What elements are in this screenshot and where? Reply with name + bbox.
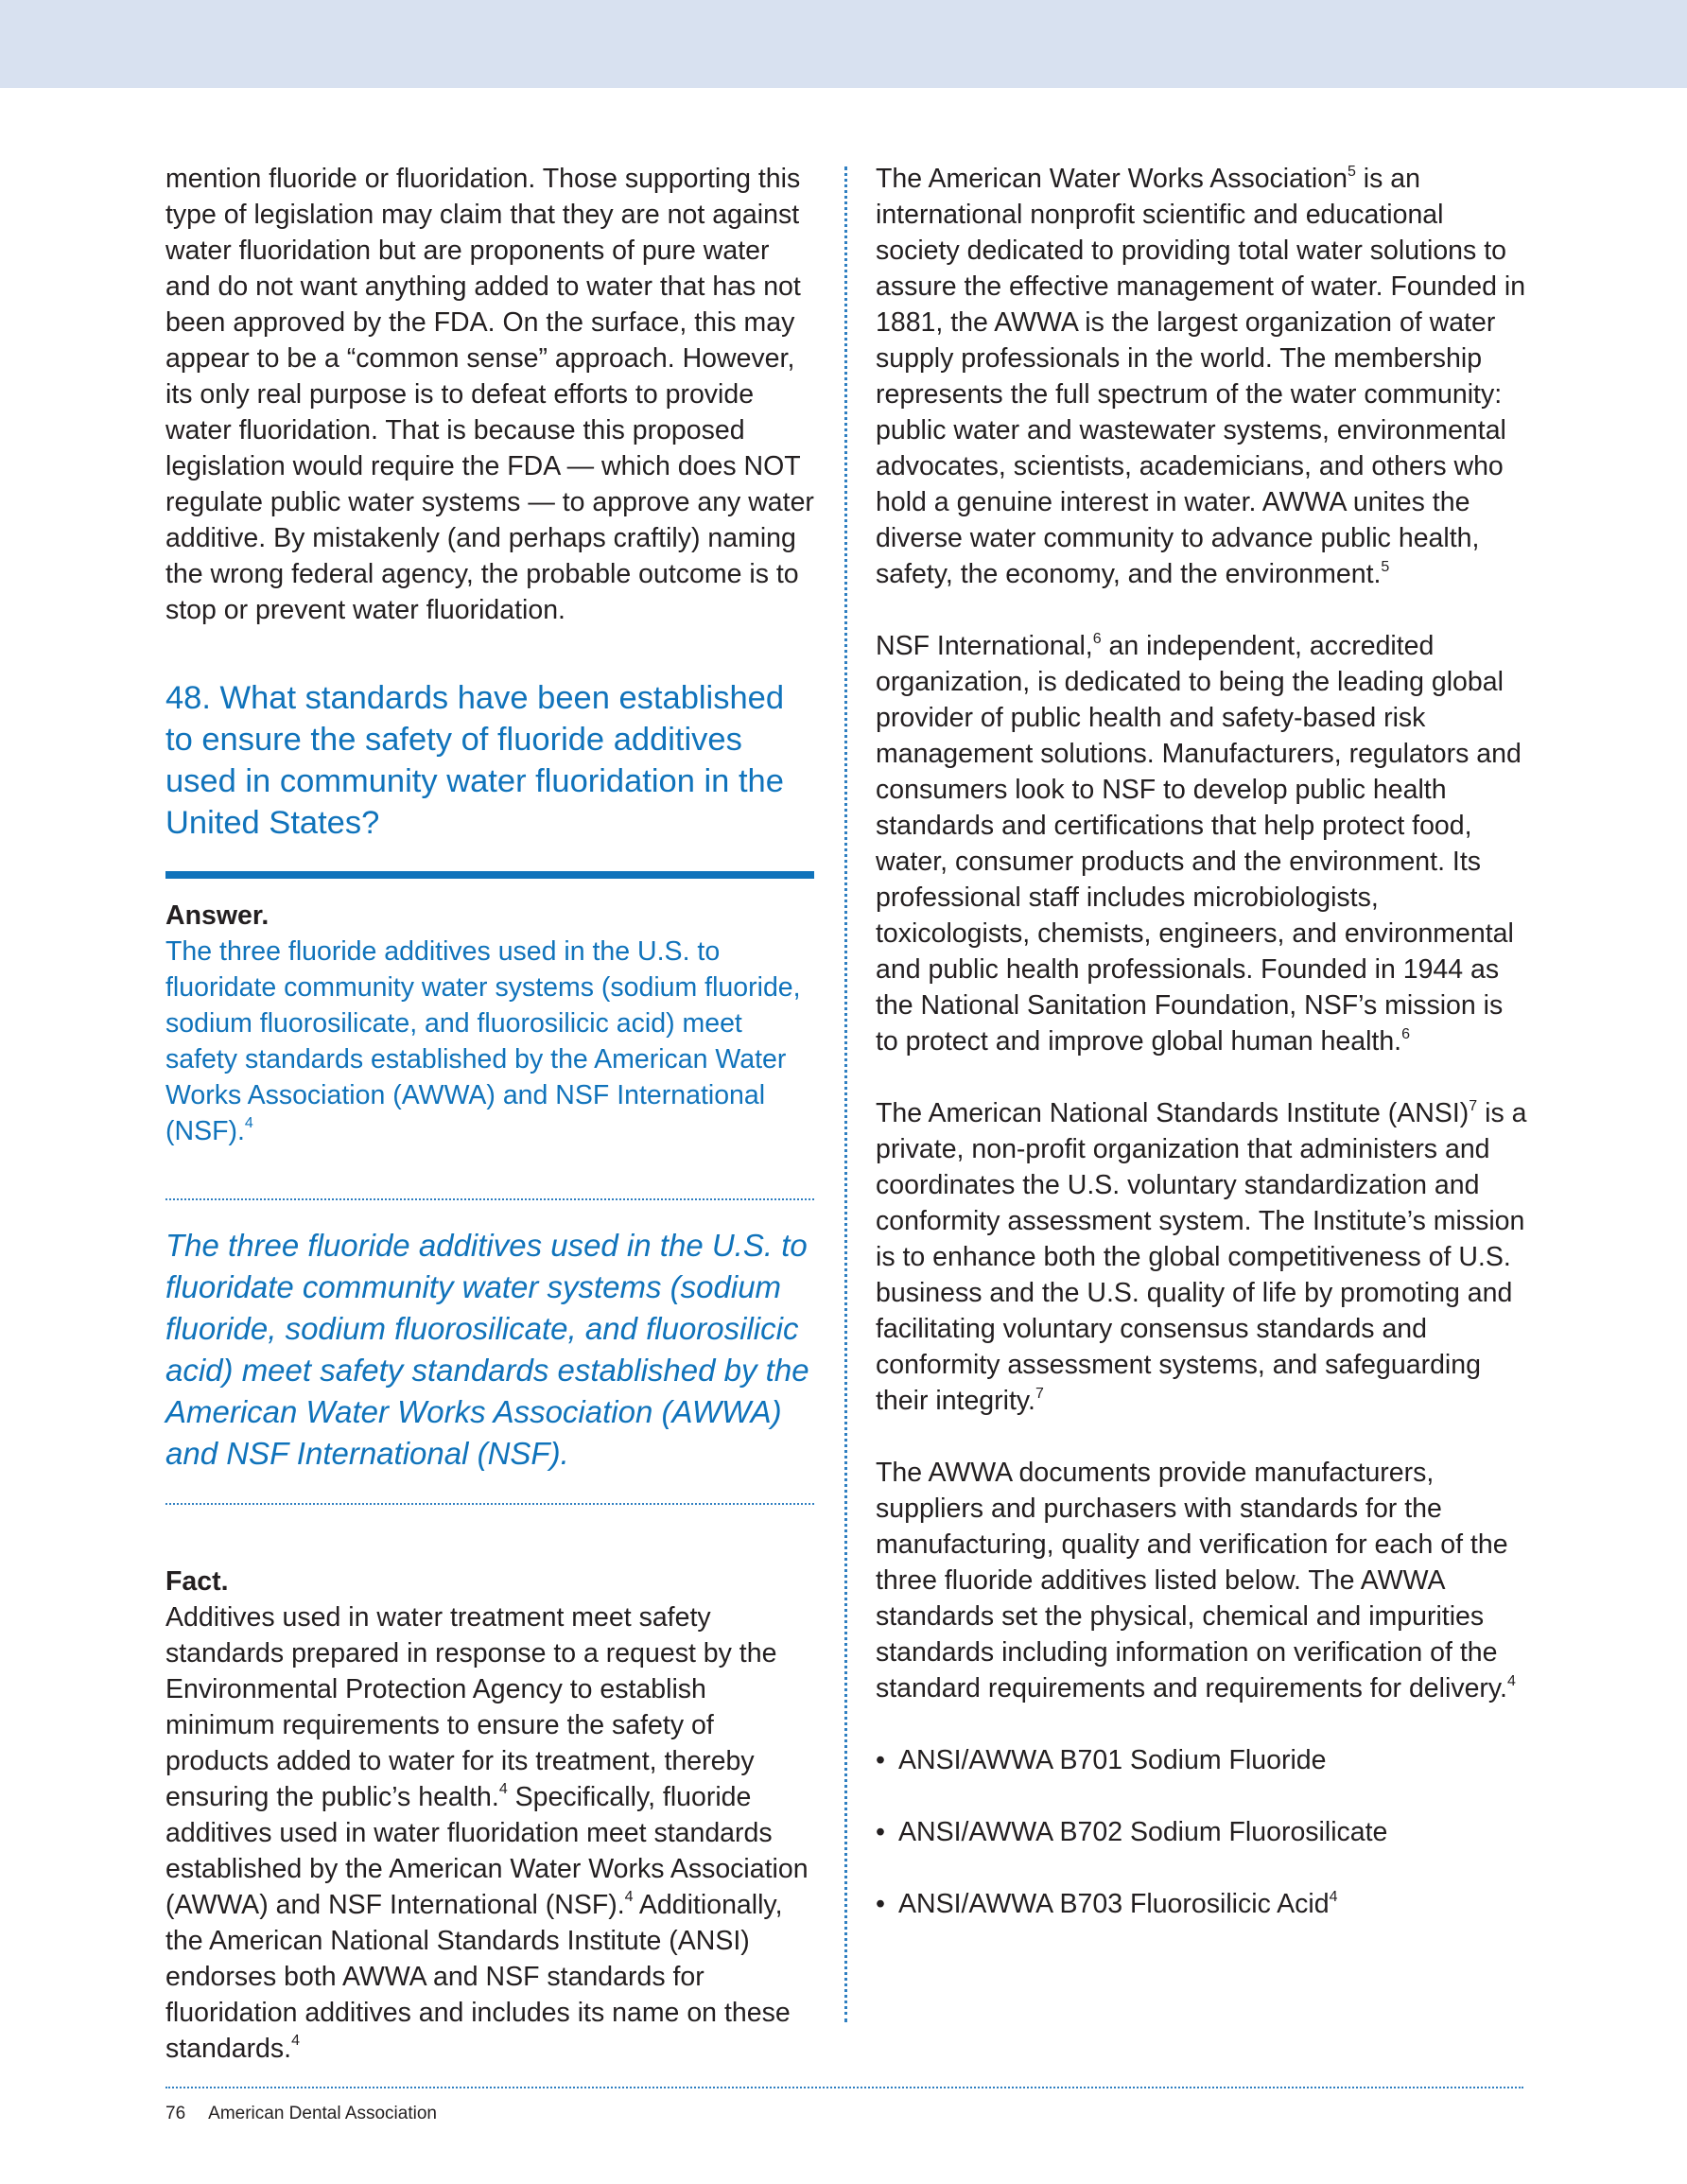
docs-text: The AWWA documents provide manufacturers, suppliers and purchasers with standards for the manufacturing, quality and verification for each of the three fluoride additives listed below. The AWWA standards set the physical, chemical and impurities standards including information on verification of the standard requirements and requirements for delivery. [876,1458,1508,1704]
fact-part-1: Additives used in water treatment meet safety standards prepared in response to a request by the Environmental Protection Agency to establish minimum requirements to ensure the safety of products added to water for its treatment, thereby ensuring the public’s health. [165,1601,777,1812]
fact-reference-1: 4 [498,1781,508,1798]
bullet-icon: • [876,1745,885,1775]
column-divider [844,166,847,2022]
list-item-reference: 4 [1329,1888,1338,1905]
answer-text [165,934,814,1149]
standards-list [876,1742,1528,1922]
nsf-part-1: NSF International, [876,631,1093,661]
ansi-reference-2: 7 [1035,1385,1044,1402]
docs-reference: 4 [1506,1672,1516,1689]
list-item-text: ANSI/AWWA B703 Fluorosilicic Acid [898,1889,1330,1919]
nsf-reference-2: 6 [1401,1025,1411,1042]
list-item [876,1742,1528,1778]
fact-part-3: Additionally, the American National Standards Institute (ANSI) endorses both AWWA and NSF standards for fluoridation additives and includes its name on these standards. [165,1889,791,2064]
bullet-icon: • [876,1889,885,1919]
list-item-text: ANSI/AWWA B701 Sodium Fluoride [898,1745,1327,1775]
fact-reference-2: 4 [624,1889,634,1906]
question-rule [165,871,814,879]
awwa-reference-1: 5 [1347,163,1356,180]
answer-reference: 4 [244,1115,253,1132]
nsf-part-2: an independent, accredited organization, is dedicated to being the leading global provider of public health and safety-based risk management solutions. Manufacturers, regulators and consumers look to NSF to develop public health standards and certifications that help protect food, water, consumer products and the environment. Its professional staff includes microbiologists, toxicologists, chemists, engineers, and environmental and public health professionals. Founded in 1944 as the National Sanitation Foundation, NSF’s mission is to protect and improve global human health. [876,631,1522,1057]
fact-text [165,1599,814,2067]
awwa-part-2: is an international nonprofit scientific and educational society dedicated to providing total water solutions to assure the effective management of water. Founded in 1881, the AWWA is the largest organization of water supply professionals in the world. The membership represents the full spectrum of the water community: public water and wastewater systems, environmental advocates, scientists, academicians, and others who hold a genuine interest in water. AWWA unites the diverse water community to advance public health, safety, the economy, and the environment. [876,164,1526,589]
awwa-reference-2: 5 [1381,558,1390,575]
ansi-part-2: is a private, non-profit organization that administers and coordinates the U.S. voluntary standardization and conformity assessment system. The Institute’s mission is to enhance both the global competitiveness of U.S. business and the U.S. quality of life by promoting and facilitating voluntary consensus standards and conformity assessment systems, and safeguarding their integrity. [876,1098,1527,1416]
intro-paragraph: mention fluoride or fluoridation. Those supporting this type of legislation may claim that they are not against water fluoridation but are proponents of pure water and do not want anything added to water that has not been approved by the FDA. On the surface, this may appear to be a “common sense” approach. However, its only real purpose is to defeat efforts to provide water fluoridation. That is because this proposed legislation would require the FDA — which does NOT regulate public water systems — to approve any water additive. By mistakenly (and perhaps craftily) naming the wrong federal agency, the probable outcome is to stop or prevent water fluoridation. [165,164,814,625]
list-item [876,1814,1528,1850]
page-number: 76 [165,2104,186,2123]
pull-quote-bottom-rule [165,1503,814,1505]
awwa-part-1: The American Water Works Association [876,164,1348,194]
page-footer [165,2102,437,2126]
header-band [0,0,1687,88]
list-item [876,1886,1528,1922]
awwa-paragraph [876,161,1528,592]
bullet-icon: • [876,1817,885,1847]
nsf-reference-1: 6 [1092,630,1102,647]
right-column [876,161,1528,1958]
fact-reference-3: 4 [291,2033,300,2050]
awwa-documents-paragraph [876,1455,1528,1706]
question-heading: 48. What standards have been established to ensure the safety of fluoride additives used in community water fluoridation in the United States? [165,680,785,841]
ansi-paragraph [876,1095,1528,1419]
list-item-text: ANSI/AWWA B702 Sodium Fluorosilicate [898,1817,1388,1847]
fact-label: Fact. [165,1565,229,1597]
ansi-reference-1: 7 [1469,1097,1478,1114]
answer-label: Answer. [165,900,270,931]
left-column [165,161,814,2067]
publisher-name: American Dental Association [208,2104,437,2123]
ansi-part-1: The American National Standards Institute (ANSI) [876,1098,1470,1128]
fact-part-2: Specifically, fluoride additives used in water fluoridation meet standards established by the American Water Works Association (AWWA) and NSF International (NSF). [165,1781,809,1920]
footer-rule [165,2087,1523,2088]
answer-body: The three fluoride additives used in the U.S. to fluoridate community water systems (sodium fluoride, sodium fluorosilicate, and fluorosilicic acid) meet safety standards established by the American Water Works Association (AWWA) and NSF International (NSF). [165,935,801,1146]
pull-quote: The three fluoride additives used in the U.S. to fluoridate community water systems (sodium fluoride, sodium fluorosilicate, and fluorosilicic acid) meet safety standards established by the American Water Works Association (AWWA) and NSF International (NSF). [165,1227,809,1471]
nsf-paragraph [876,628,1528,1059]
